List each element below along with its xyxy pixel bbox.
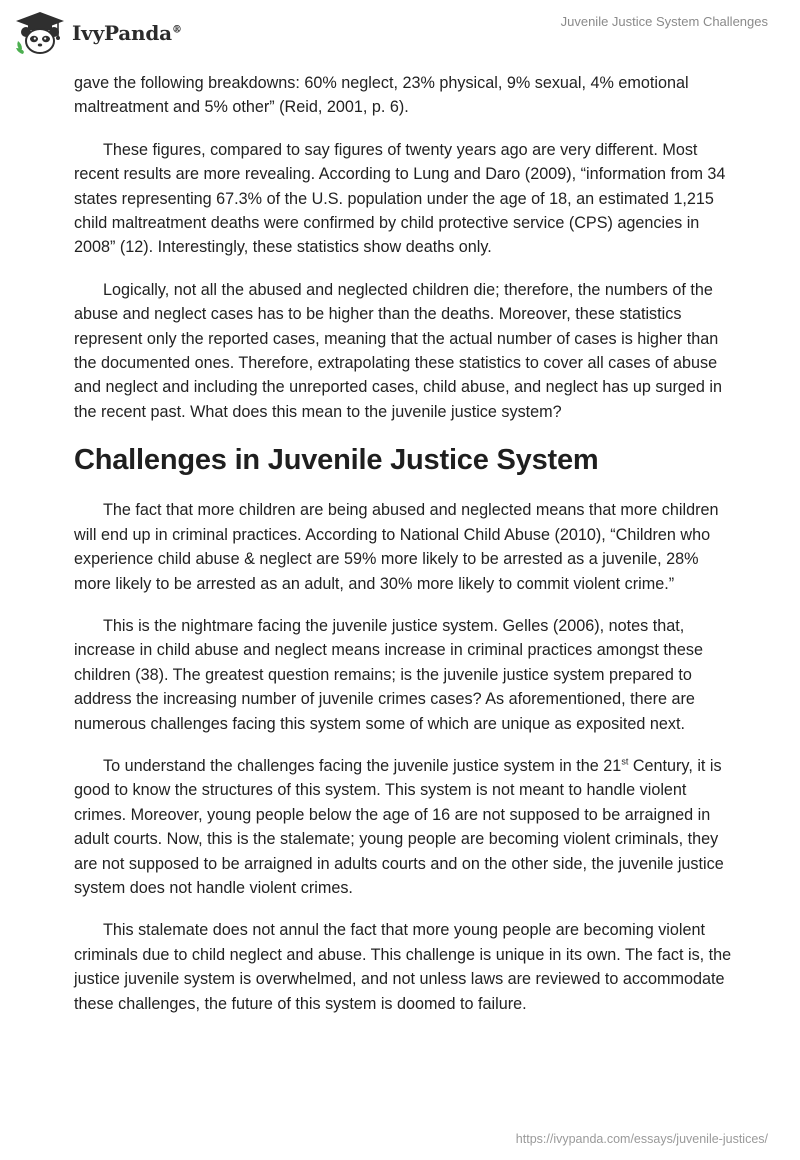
page-header [0,0,800,70]
paragraph-understand-start: To understand the challenges facing the juvenile justice system in the 21 [103,756,622,775]
panda-graduate-icon [14,10,66,56]
paragraph-logically: Logically, not all the abused and neglected children die; therefore, the numbers of the abuse and neglect cases has to be higher than the deaths. Moreover, these statistics represent only the reported cases, meaning that the actual number of cases is higher than the documented ones. Therefore, extrapolating these statistics to cover all cases of abuse and neglect and including the unreported cases, child abuse, and neglect has up surged in the recent past. What does this mean to the juvenile justice system? [74,280,722,421]
source-url[interactable]: https://ivypanda.com/essays/juvenile-justices/ [515,1132,768,1146]
paragraph-figures: These figures, compared to say figures of twenty years ago are very different. Most recent results are more revealing. According to Lung and Daro (2009), “information from 34 states representing 67.3% of the U.S. population under the age of 18, an estimated 1,215 child maltreatment deaths were confirmed by child protective service (CPS) agencies in 2008” (12). Interestingly, these statistics show deaths only. [74,140,726,257]
paragraph-understand-rest: Century, it is good to know the structures of this system. This system is not meant to handle violent crimes. Moreover, young people below the age of 16 are not supposed to be arraigned in adult courts. Now, this is the stalemate; young people are becoming violent criminals, they are not supposed to be arraigned in adults courts and on the other side, the juvenile justice system does not handle violent crimes. [74,756,724,897]
paragraph-stalemate: This stalemate does not annul the fact that more young people are becoming violent criminals due to child neglect and abuse. This challenge is unique in its own. The fact is, the justice juvenile system is overwhelmed, and not unless laws are reviewed to accommodate these challenges, the future of this system is doomed to failure. [74,921,732,1013]
registered-mark: ® [171,24,182,36]
paragraph-understand [74,754,734,900]
paragraph-fact: The fact that more children are being abused and neglected means that more children will end up in criminal practices. According to National Child Abuse (2010), “Children who experience child abuse & neglect are 59% more likely to be arrested as a juvenile, 28% more likely to be arrested as an adult, and 30% more likely to commit violent crime.” [74,501,719,593]
brand-logo[interactable] [14,10,182,56]
essay-content [74,71,734,1034]
ordinal-suffix: st [621,756,629,767]
paragraph-intro: gave the following breakdowns: 60% neglect, 23% physical, 9% sexual, 4% emotional maltreatment and 5% other” (Reid, 2001, p. 6). [74,74,689,117]
brand-name: IvyPanda® [72,21,182,45]
paragraph-nightmare: This is the nightmare facing the juvenile justice system. Gelles (2006), notes that, increase in child abuse and neglect means increase in criminal practices amongst these children (38). The greatest question remains; is the juvenile justice system prepared to address the increasing number of juvenile crimes cases? As aforementioned, there are numerous challenges facing this system some of which are unique as exposited next. [74,616,703,733]
page-title: Juvenile Justice System Challenges [560,14,768,29]
section-heading: Challenges in Juvenile Justice System [74,444,599,477]
